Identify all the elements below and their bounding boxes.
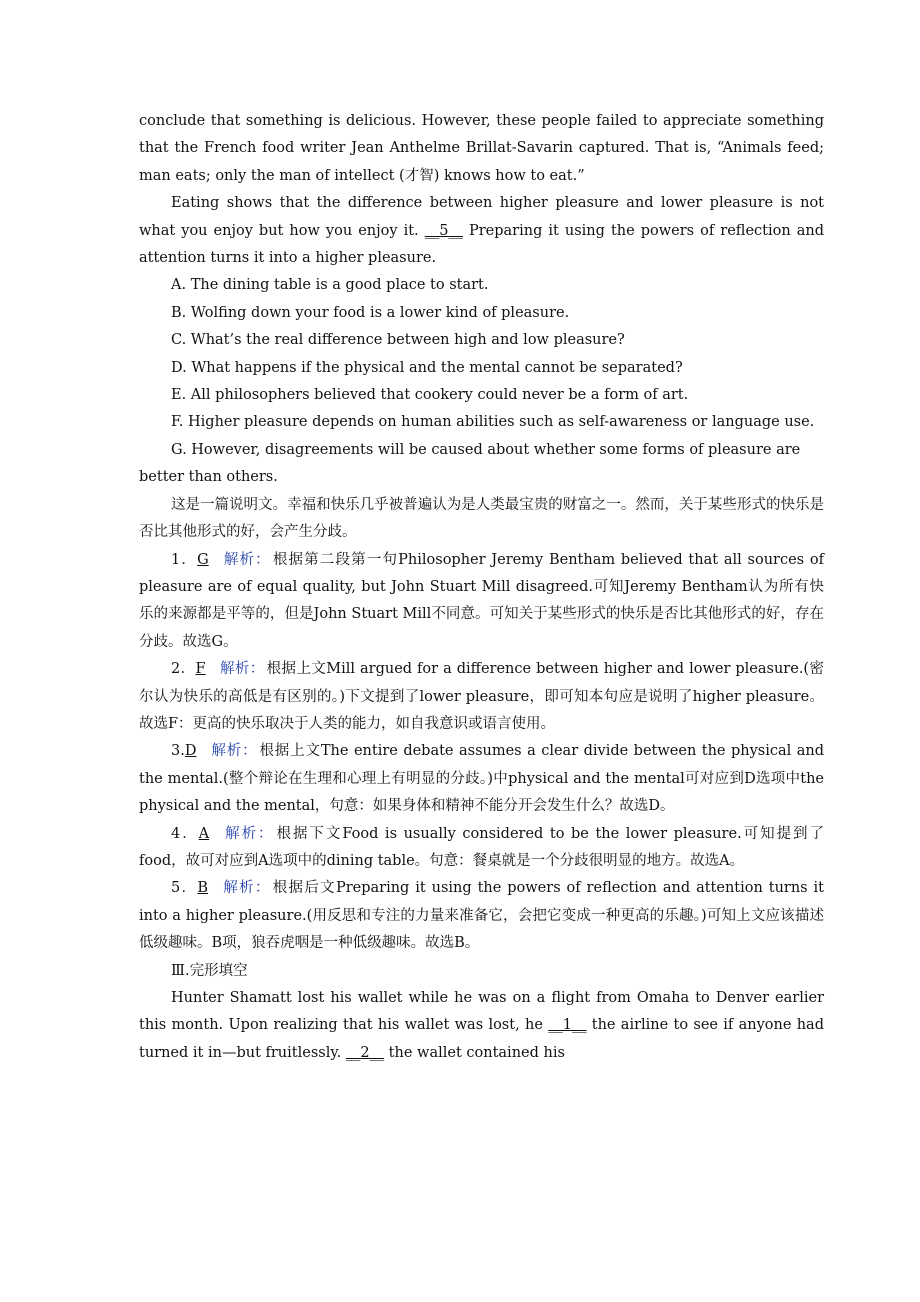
analysis-label: 解析：	[222, 551, 271, 568]
answer-explanation: 根据第二段第一句Philosopher Jeremy Bentham believed that all sources of pleasure are of equal quality, but John Stuart Mill disagreed.可知Jeremy Bentham认为所有快乐的来源都是平等的，但是John Stuart Mill不同意。可知关于某些形式的快乐是否比其他形式的好，存在分歧。故选G。	[139, 551, 824, 650]
cloze-blank-1: __1__	[548, 1017, 587, 1034]
blank-5: __5__	[424, 222, 463, 239]
answer-explanation: 根据后文Preparing it using the powers of reflection and attention turns it into a higher pleasure.(用反思和专注的力量来准备它，会把它变成一种更高的乐趣。)可知上文应该描述低级趣味。B项，狼吞虎咽是一种低级趣味。故选B。	[139, 880, 824, 952]
passage-paragraph-2	[139, 190, 824, 272]
passage-paragraph-1: conclude that something is delicious. However, these people failed to appreciate something that the French food writer Jean Anthelme Brillat-Savarin captured. That is, “Animals feed; man eats; only the man of intellect (才智) knows how to eat.”	[139, 113, 824, 184]
cloze-paragraph	[139, 985, 824, 1067]
answer-3	[139, 738, 824, 820]
paragraph-2-text-after: Preparing it using the powers of reflection and attention turns it into a higher pleasure.	[139, 222, 824, 267]
options-list	[139, 272, 824, 491]
answer-number: 2．	[171, 661, 196, 678]
answer-number: 4．	[171, 825, 199, 842]
answer-2	[139, 656, 824, 738]
answer-4	[139, 821, 824, 876]
section-heading: Ⅲ.完形填空	[171, 962, 248, 979]
answer-number: 1．	[171, 551, 198, 568]
option-b: B. Wolfing down your food is a lower kind of pleasure.	[171, 304, 570, 321]
answer-5	[139, 875, 824, 957]
cloze-blank-2: __2__	[345, 1044, 385, 1061]
option-d: D. What happens if the physical and the mental cannot be separated?	[171, 359, 683, 376]
answer-explanation: 根据下文Food is usually considered to be the lower pleasure.可知提到了food，故可对应到A选项中的dining table。句意：餐桌就是一个分歧很明显的地方。故选A。	[139, 825, 824, 869]
cloze-text-2: the airline to see if anyone had turned it in—but fruitlessly.	[139, 1017, 824, 1061]
answer-number: 5．	[171, 880, 198, 897]
option-e: E. All philosophers believed that cookery could never be a form of art.	[171, 387, 689, 404]
cloze-text-3: the wallet contained his	[384, 1044, 565, 1061]
answer-1	[139, 547, 824, 657]
answer-number: 3.	[171, 743, 185, 760]
analysis-label: 解析：	[219, 661, 265, 678]
paragraph-2-text-before: Eating shows that the difference between higher pleasure and lower pleasure is not what you enjoy but how you enjoy it.	[139, 195, 824, 239]
answer-letter: B	[197, 880, 208, 897]
option-c: C. What’s the real difference between high and low pleasure?	[171, 332, 625, 349]
analysis-label: 解析：	[210, 743, 258, 760]
analysis-label: 解析：	[223, 825, 275, 842]
option-f: F. Higher pleasure depends on human abilities such as self-awareness or language use.	[171, 414, 815, 431]
cloze-text-1: Hunter Shamatt lost his wallet while he was on a flight from Omaha to Denver earlier this month. Upon realizing that his wallet was lost, he	[139, 990, 824, 1034]
answer-letter: D	[184, 743, 197, 760]
answer-explanation: 根据上文The entire debate assumes a clear divide between the physical and the mental.(整个辩论在生理和心理上有明显的分歧。)中physical and the mental可对应到D选项中the physical and the mental，句意：如果身体和精神不能分开会发生什么？故选D。	[139, 743, 824, 815]
answer-explanation: 根据上文Mill argued for a difference between higher and lower pleasure.(密尔认为快乐的高低是有区别的。)下文提到了lower pleasure，即可知本句应是说明了higher pleasure。故选F：更高的快乐取决于人类的能力，如自我意识或语言使用。	[139, 661, 824, 732]
answer-letter: G	[197, 551, 209, 568]
answer-letter: A	[198, 825, 210, 842]
summary-paragraph: 这是一篇说明文。幸福和快乐几乎被普遍认为是人类最宝贵的财富之一。然而，关于某些形式的快乐是否比其他形式的好，会产生分歧。	[139, 496, 824, 541]
option-g: G. However, disagreements will be caused about whether some forms of pleasure are better than others.	[139, 441, 801, 486]
answer-letter: F	[195, 661, 206, 678]
analysis-label: 解析：	[222, 880, 271, 897]
option-a: A. The dining table is a good place to start.	[171, 277, 489, 294]
